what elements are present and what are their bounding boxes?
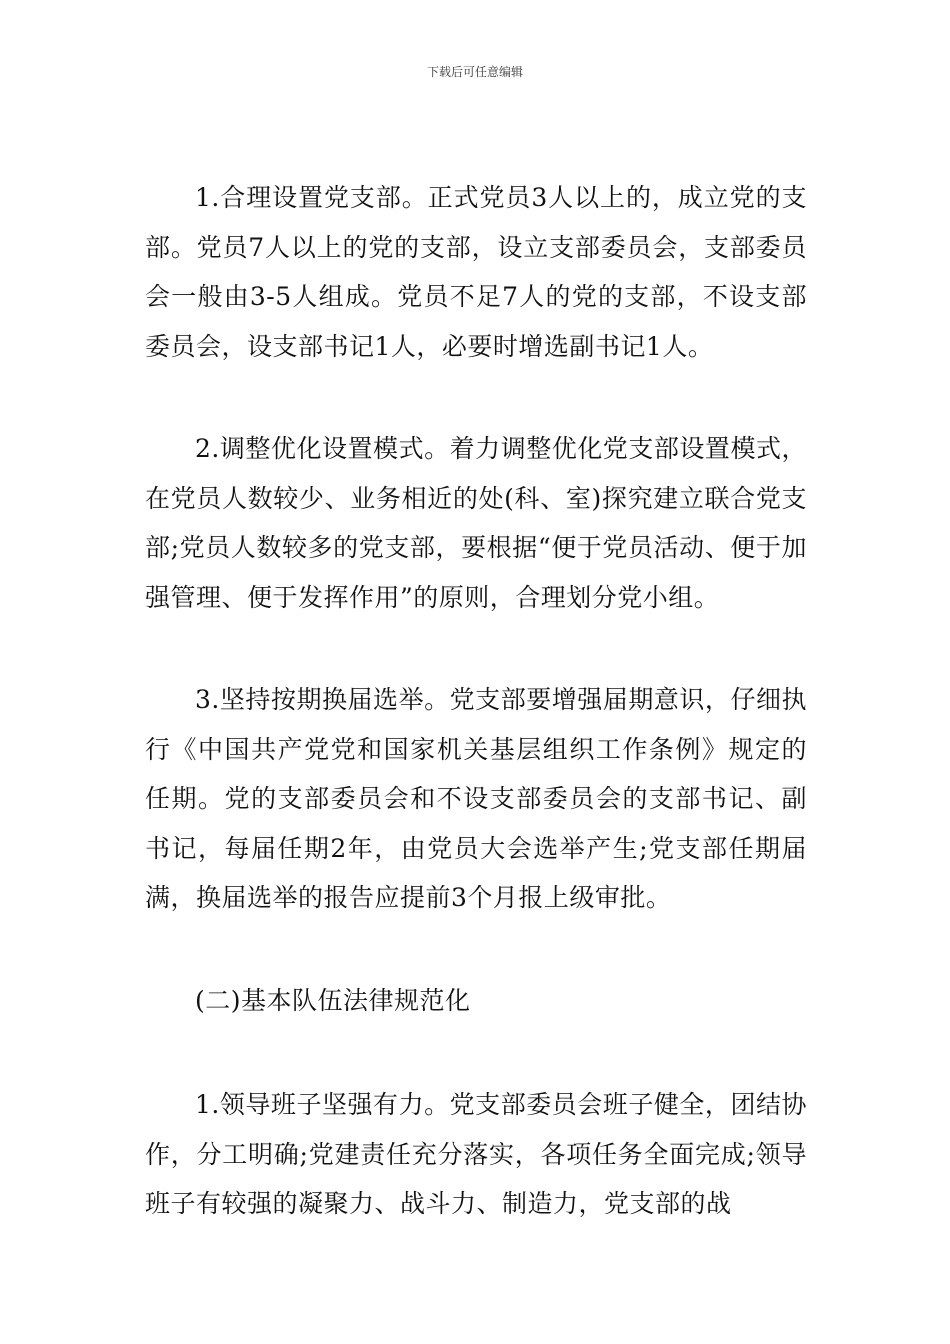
section-heading: (二)基本队伍法律规范化 [195,985,471,1015]
paragraph-4: 1.领导班子坚强有力。党支部委员会班子健全，团结协作，分工明确;党建责任充分落实，各项任务全面完成;领导班子有较强的凝聚力、战斗力、制造力，党支部的战 [145,1090,807,1218]
paragraph-3: 3.坚持按期换届选举。党支部要增强届期意识，仔细执行《中国共产党党和国家机关基层组织工作条例》规定的任期。党的支部委员会和不设支部委员会的支部书记、副书记，每届任期2年，由党员大会选举产生;党支部任期届满，换届选举的报告应提前3个月报上级审批。 [145,685,807,912]
paragraph-1: 1.合理设置党支部。正式党员3人以上的，成立党的支部。党员7人以上的党的支部，设立支部委员会，支部委员会一般由3-5人组成。党员不足7人的党的支部，不设支部委员会，设支部书记1人，必要时增选副书记1人。 [145,183,807,361]
paragraph-2: 2.调整优化设置模式。着力调整优化党支部设置模式，在党员人数较少、业务相近的处(科、室)探究建立联合党支部;党员人数较多的党支部，要根据“便于党员活动、便于加强管理、便于发挥作用”的原则，合理划分党小组。 [145,434,807,612]
document-body [145,173,807,1282]
page-header-note: 下载后可任意编辑 [426,65,523,79]
